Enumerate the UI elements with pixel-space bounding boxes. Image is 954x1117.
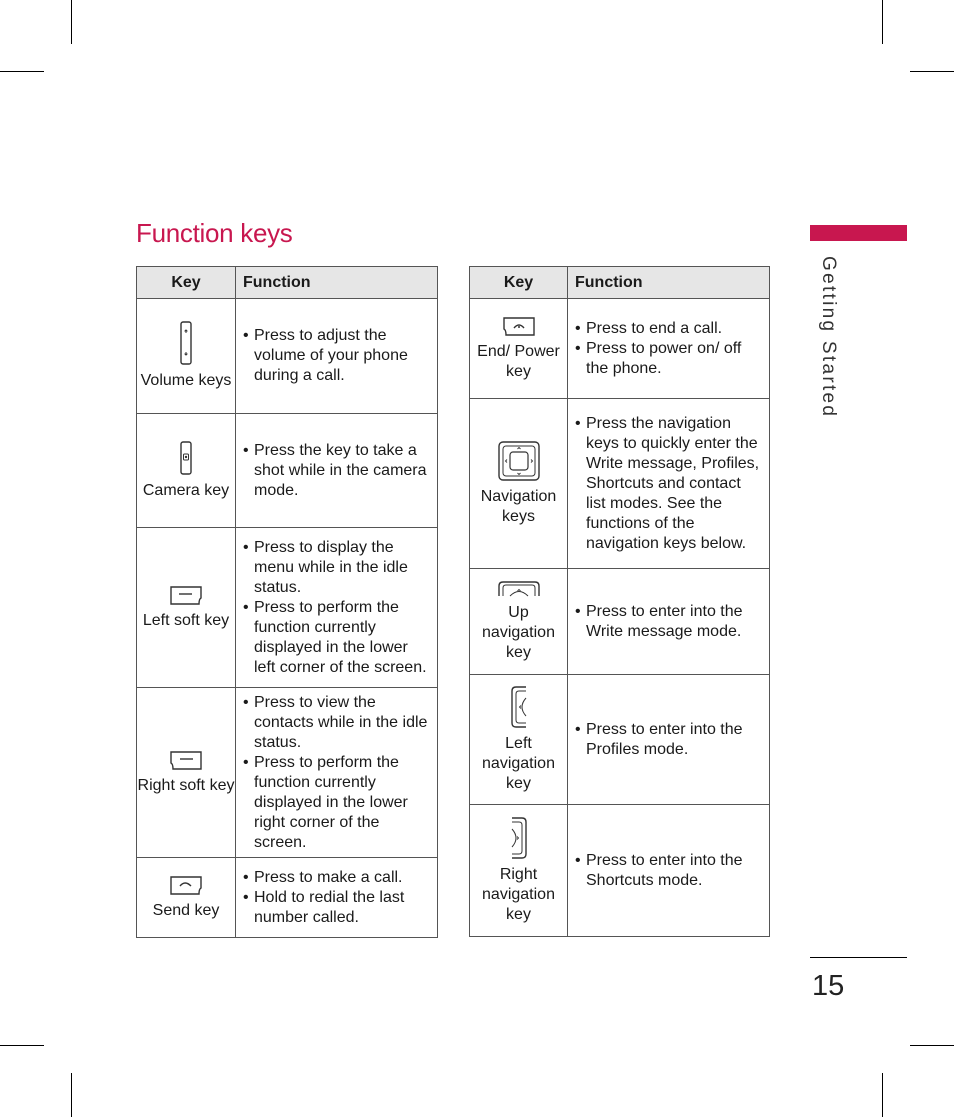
key-cell — [137, 414, 236, 528]
send-key-icon — [137, 875, 235, 895]
function-cell — [236, 414, 438, 528]
function-bullet: • Press the key to take a shot while in the camera mode. — [243, 441, 431, 501]
function-cell — [236, 858, 438, 938]
table-row — [137, 299, 438, 414]
key-label: Right navigation key — [482, 865, 555, 923]
key-cell — [137, 299, 236, 414]
function-cell — [568, 569, 770, 675]
function-bullet: • Press to display the menu while in the idle status. — [243, 538, 431, 598]
function-bullet: • Press to view the contacts while in the idle status. — [243, 693, 431, 753]
crop-mark — [882, 0, 883, 44]
key-cell — [470, 399, 568, 569]
function-bullet: • Press to enter into the Write message mode. — [575, 602, 763, 642]
function-bullet: • Press to make a call. — [243, 868, 431, 888]
key-label: Camera key — [142, 481, 230, 499]
key-label: Left soft key — [142, 611, 230, 629]
crop-mark — [0, 71, 44, 72]
crop-mark — [882, 1073, 883, 1117]
crop-mark — [0, 1045, 44, 1046]
column-header-function: Function — [568, 267, 770, 299]
function-bullet: • Press to perform the function currently displayed in the lower left corner of the screen. — [243, 598, 431, 678]
key-label: Send key — [152, 901, 220, 919]
table-row — [470, 569, 770, 675]
function-cell — [236, 688, 438, 858]
column-header-function: Function — [236, 267, 438, 299]
table-row — [137, 414, 438, 528]
table-row — [470, 399, 770, 569]
function-bullet: • Press to power on/ off the phone. — [575, 339, 763, 379]
function-cell — [568, 399, 770, 569]
end-power-key-icon — [470, 316, 567, 336]
key-cell — [470, 805, 568, 937]
function-cell — [568, 805, 770, 937]
key-label: Volume keys — [140, 372, 232, 389]
table-row — [137, 688, 438, 858]
key-cell — [137, 528, 236, 688]
function-bullet: • Press the navigation keys to quickly enter the Write message, Profiles, Shortcuts and contact list modes. See the functions of the navigation keys below. — [575, 414, 763, 554]
footer-rule — [810, 957, 907, 958]
right-soft-key-icon — [137, 750, 235, 770]
crop-mark — [71, 1073, 72, 1117]
key-cell — [137, 858, 236, 938]
right-navigation-key-icon — [470, 817, 567, 859]
table-row — [470, 805, 770, 937]
function-cell — [236, 299, 438, 414]
key-cell — [470, 299, 568, 399]
page-title: Function keys — [136, 218, 293, 248]
section-tab-label: Getting Started — [818, 256, 839, 419]
crop-mark — [910, 71, 954, 72]
key-cell — [470, 569, 568, 675]
function-cell — [236, 528, 438, 688]
key-label: Up navigation key — [482, 603, 555, 661]
function-bullet: • Hold to redial the last number called. — [243, 888, 431, 928]
page-number: 15 — [812, 970, 845, 1002]
function-bullet: • Press to adjust the volume of your phone during a call. — [243, 326, 431, 386]
key-cell — [470, 675, 568, 805]
volume-keys-icon — [137, 321, 235, 365]
camera-key-icon — [137, 441, 235, 475]
key-label: Left navigation key — [482, 734, 555, 792]
section-tab-bar — [810, 225, 907, 241]
column-header-key: Key — [470, 267, 568, 299]
up-navigation-key-icon — [470, 581, 567, 597]
navigation-keys-icon — [470, 441, 567, 481]
function-keys-table-left — [136, 266, 438, 938]
function-bullet: • Press to perform the function currently displayed in the lower right corner of the screen. — [243, 753, 431, 853]
function-bullet: • Press to end a call. — [575, 319, 763, 339]
table-row — [137, 858, 438, 938]
table-row — [470, 675, 770, 805]
function-cell — [568, 675, 770, 805]
key-label: Navigation keys — [480, 487, 557, 525]
key-label: Right soft key — [137, 776, 235, 794]
crop-mark — [71, 0, 72, 44]
table-row — [470, 299, 770, 399]
table-row — [137, 528, 438, 688]
function-cell — [568, 299, 770, 399]
crop-mark — [910, 1045, 954, 1046]
function-bullet: • Press to enter into the Shortcuts mode. — [575, 851, 763, 891]
function-bullet: • Press to enter into the Profiles mode. — [575, 720, 763, 760]
column-header-key: Key — [137, 267, 236, 299]
key-cell — [137, 688, 236, 858]
left-soft-key-icon — [137, 585, 235, 605]
key-label: End/ Power key — [477, 342, 560, 380]
left-navigation-key-icon — [470, 686, 567, 728]
function-keys-table-right — [469, 266, 770, 937]
